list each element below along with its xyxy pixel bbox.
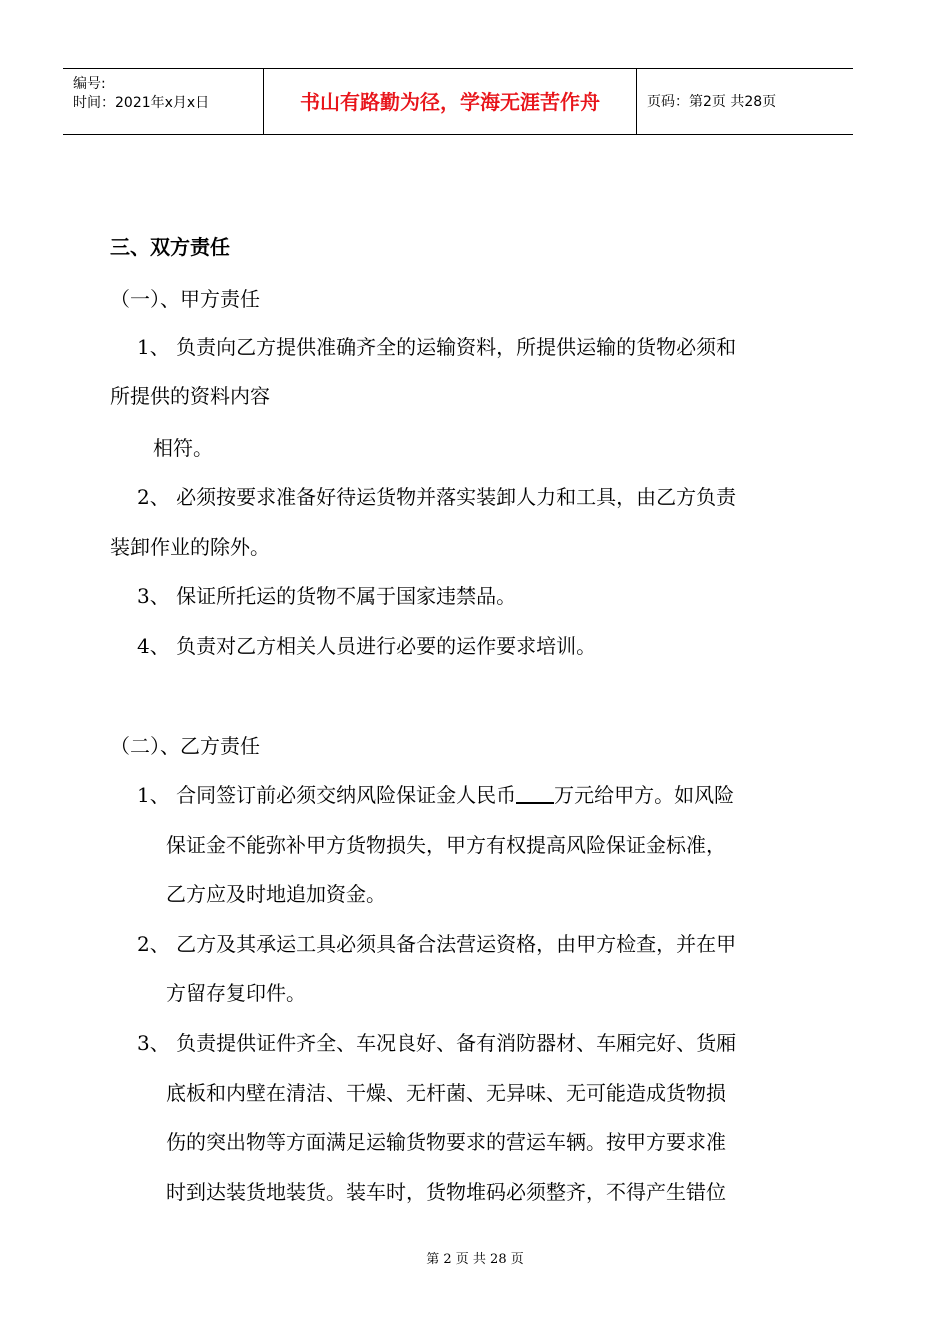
party-b-item-1-line-2: 保证金不能弥补甲方货物损失，甲方有权提高风险保证金标准， bbox=[166, 833, 726, 857]
party-a-title: （一）、甲方责任 bbox=[110, 287, 260, 311]
party-a-item-1-line-1: 1、 负责向乙方提供准确齐全的运输资料，所提供运输的货物必须和 bbox=[137, 335, 737, 359]
party-b-item-1-pre-text: 1、 合同签订前必须交纳风险保证金人民币 bbox=[137, 783, 517, 807]
section-title: 三、双方责任 bbox=[110, 235, 230, 259]
party-b-item-3-line-1: 3、 负责提供证件齐全、车况良好、备有消防器材、车厢完好、货厢 bbox=[137, 1031, 737, 1055]
party-b-item-3-line-4: 时到达装货地装货。装车时，货物堆码必须整齐，不得产生错位 bbox=[166, 1180, 726, 1204]
party-b-item-1-post-text: 万元给甲方。如风险 bbox=[554, 783, 735, 807]
header-page-label: 页码：第2页 共28页 bbox=[647, 94, 777, 110]
party-b-item-1-line-1 bbox=[137, 779, 734, 808]
document-time-label: 时间：2021年x月x日 bbox=[73, 95, 210, 111]
amount-blank bbox=[516, 784, 554, 804]
party-a-item-1-line-3: 相符。 bbox=[153, 436, 213, 460]
party-b-item-1-line-3: 乙方应及时地追加资金。 bbox=[166, 882, 386, 906]
party-a-item-2-line-1: 2、 必须按要求准备好待运货物并落实装卸人力和工具，由乙方负责 bbox=[137, 485, 737, 509]
party-a-item-2-line-2: 装卸作业的除外。 bbox=[110, 535, 270, 559]
document-number-label: 编号: bbox=[73, 76, 106, 92]
header-motto: 书山有路勤为径，学海无涯苦作舟 bbox=[264, 69, 637, 134]
party-a-item-4: 4、 负责对乙方相关人员进行必要的运作要求培训。 bbox=[137, 634, 597, 658]
page-footer: 第 2 页 共 28 页 bbox=[426, 1252, 524, 1267]
header-left-cell bbox=[63, 69, 264, 134]
party-b-item-3-line-3: 伤的突出物等方面满足运输货物要求的营运车辆。按甲方要求准 bbox=[166, 1130, 726, 1154]
party-a-item-1-line-2: 所提供的资料内容 bbox=[110, 384, 270, 408]
page-header bbox=[63, 68, 853, 135]
party-b-title: （二）、乙方责任 bbox=[110, 734, 260, 758]
party-a-item-3: 3、 保证所托运的货物不属于国家违禁品。 bbox=[137, 584, 517, 608]
party-b-item-2-line-1: 2、 乙方及其承运工具必须具备合法营运资格，由甲方检查，并在甲 bbox=[137, 932, 737, 956]
party-b-item-3-line-2: 底板和内壁在清洁、干燥、无杆菌、无异味、无可能造成货物损 bbox=[166, 1081, 726, 1105]
party-b-item-2-line-2: 方留存复印件。 bbox=[166, 981, 306, 1005]
